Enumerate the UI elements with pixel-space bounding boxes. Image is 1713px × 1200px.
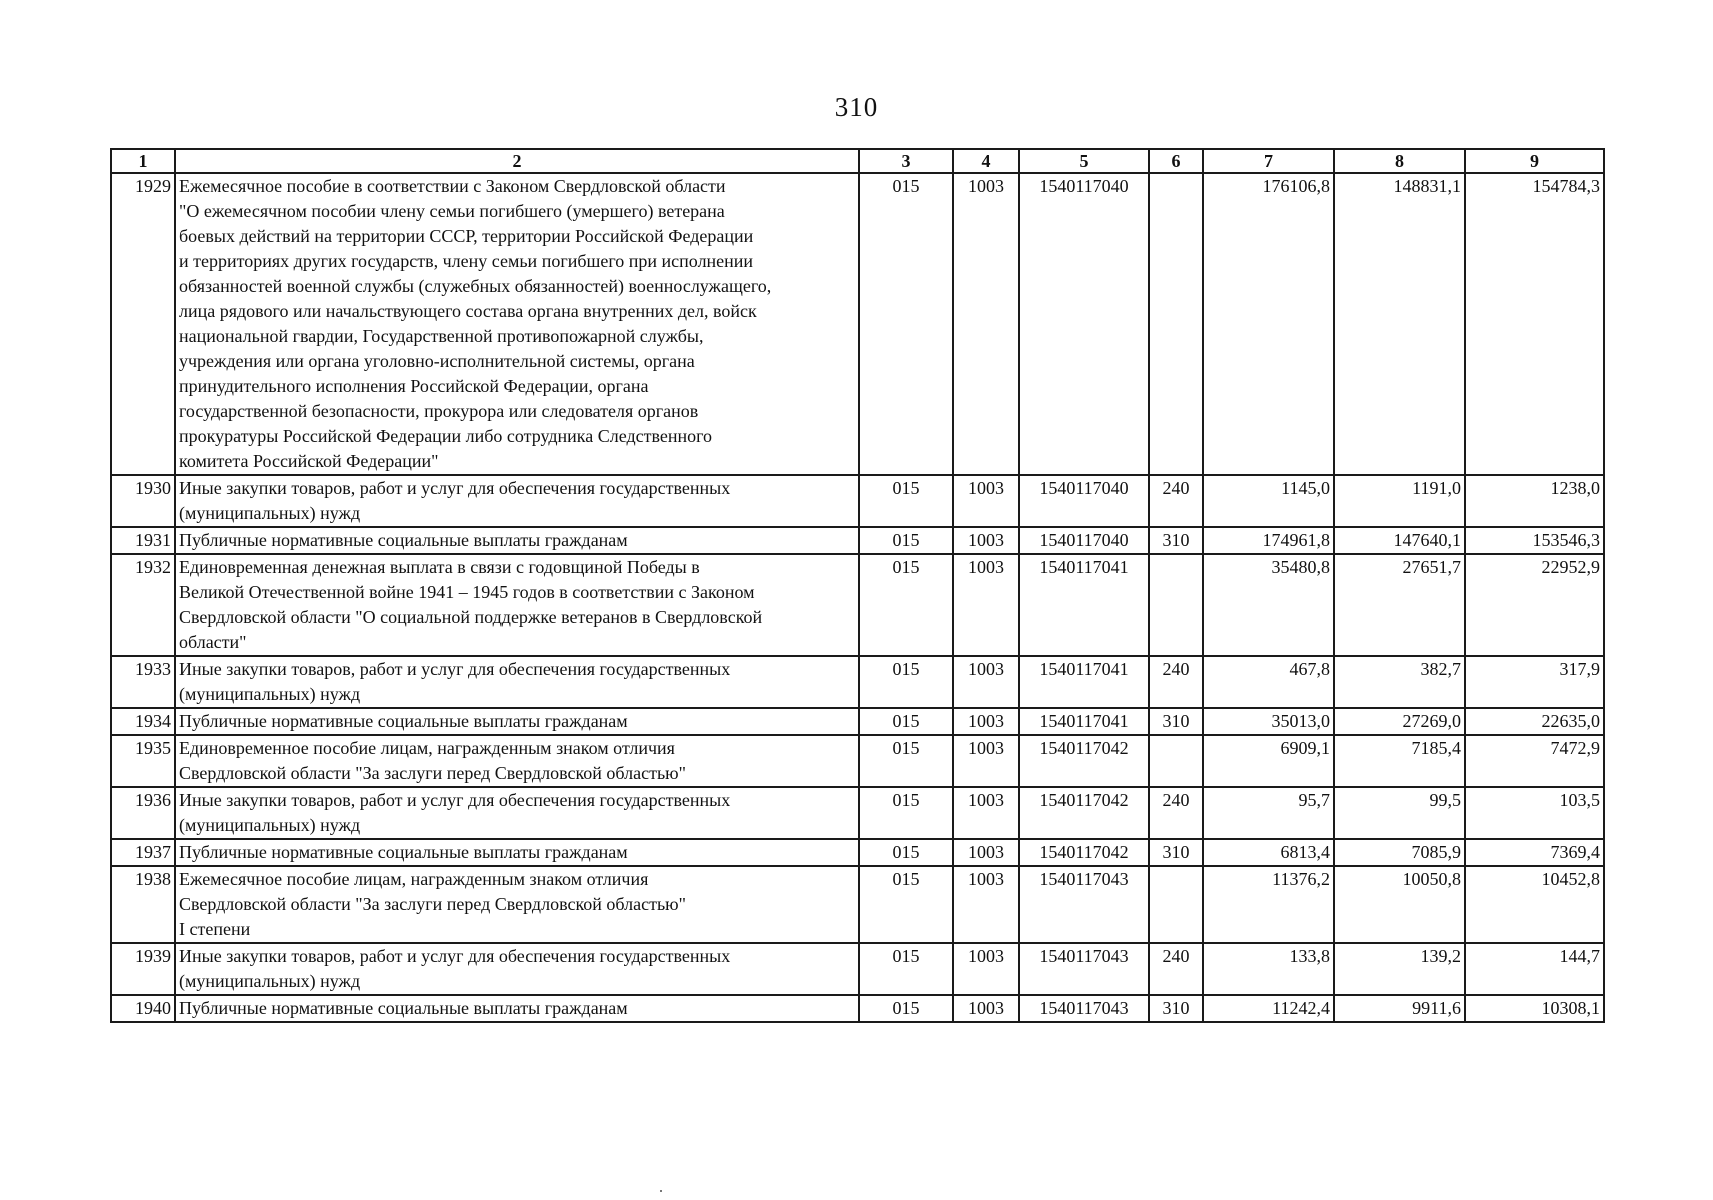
ministry-code: 015 <box>859 943 953 995</box>
header-col-1: 1 <box>111 149 175 173</box>
description-line: (муниципальных) нужд <box>179 815 361 835</box>
amount-year-2: 382,7 <box>1334 656 1465 708</box>
amount-year-2: 27269,0 <box>1334 708 1465 735</box>
description-line: государственной безопасности, прокурора или следователя органов <box>179 401 699 421</box>
section-code: 1003 <box>953 656 1019 708</box>
table-row <box>111 839 1604 866</box>
section-code: 1003 <box>953 554 1019 656</box>
row-description <box>175 866 859 943</box>
section-code: 1003 <box>953 787 1019 839</box>
header-col-2: 2 <box>175 149 859 173</box>
table-row <box>111 475 1604 527</box>
description-line: (муниципальных) нужд <box>179 503 361 523</box>
row-description <box>175 995 859 1022</box>
description-line: комитета Российской Федерации" <box>179 451 439 471</box>
description-line: Иные закупки товаров, работ и услуг для обеспечения государственных <box>179 790 731 810</box>
row-number: 1932 <box>111 554 175 656</box>
row-description <box>175 475 859 527</box>
target-article-code: 1540117042 <box>1019 787 1149 839</box>
description-line: лица рядового или начальствующего состава органа внутренних дел, войск <box>179 301 757 321</box>
description-line: (муниципальных) нужд <box>179 971 361 991</box>
amount-year-3: 154784,3 <box>1465 173 1604 475</box>
amount-year-1: 35013,0 <box>1203 708 1334 735</box>
amount-year-3: 153546,3 <box>1465 527 1604 554</box>
amount-year-1: 11376,2 <box>1203 866 1334 943</box>
table-row <box>111 173 1604 475</box>
section-code: 1003 <box>953 173 1019 475</box>
target-article-code: 1540117040 <box>1019 475 1149 527</box>
ministry-code: 015 <box>859 839 953 866</box>
description-line: Публичные нормативные социальные выплаты гражданам <box>179 842 628 862</box>
description-line: обязанностей военной службы (служебных обязанностей) военнослужащего, <box>179 276 772 296</box>
ministry-code: 015 <box>859 995 953 1022</box>
header-col-5: 5 <box>1019 149 1149 173</box>
amount-year-3: 10308,1 <box>1465 995 1604 1022</box>
ministry-code: 015 <box>859 708 953 735</box>
target-article-code: 1540117043 <box>1019 866 1149 943</box>
target-article-code: 1540117043 <box>1019 995 1149 1022</box>
amount-year-1: 95,7 <box>1203 787 1334 839</box>
header-col-7: 7 <box>1203 149 1334 173</box>
table-row <box>111 708 1604 735</box>
amount-year-1: 467,8 <box>1203 656 1334 708</box>
row-description <box>175 735 859 787</box>
section-code: 1003 <box>953 527 1019 554</box>
amount-year-1: 176106,8 <box>1203 173 1334 475</box>
description-line: Великой Отечественной войне 1941 – 1945 годов в соответствии с Законом <box>179 582 755 602</box>
section-code: 1003 <box>953 995 1019 1022</box>
description-line: Иные закупки товаров, работ и услуг для обеспечения государственных <box>179 946 731 966</box>
budget-table <box>110 148 1605 1023</box>
ministry-code: 015 <box>859 475 953 527</box>
amount-year-2: 27651,7 <box>1334 554 1465 656</box>
row-number: 1940 <box>111 995 175 1022</box>
page-number: 310 <box>834 92 879 122</box>
row-number: 1931 <box>111 527 175 554</box>
section-code: 1003 <box>953 708 1019 735</box>
row-description <box>175 554 859 656</box>
expense-type-code <box>1149 866 1203 943</box>
table-row <box>111 995 1604 1022</box>
expense-type-code: 240 <box>1149 943 1203 995</box>
amount-year-3: 103,5 <box>1465 787 1604 839</box>
expense-type-code: 240 <box>1149 656 1203 708</box>
amount-year-3: 7369,4 <box>1465 839 1604 866</box>
expense-type-code: 240 <box>1149 475 1203 527</box>
description-line: прокуратуры Российской Федерации либо сотрудника Следственного <box>179 426 713 446</box>
description-line: Публичные нормативные социальные выплаты гражданам <box>179 711 628 731</box>
amount-year-3: 144,7 <box>1465 943 1604 995</box>
target-article-code: 1540117041 <box>1019 554 1149 656</box>
description-line: Публичные нормативные социальные выплаты гражданам <box>179 998 628 1018</box>
header-col-9: 9 <box>1465 149 1604 173</box>
amount-year-2: 7085,9 <box>1334 839 1465 866</box>
target-article-code: 1540117041 <box>1019 656 1149 708</box>
table-row <box>111 735 1604 787</box>
row-number: 1929 <box>111 173 175 475</box>
target-article-code: 1540117042 <box>1019 839 1149 866</box>
table-body <box>111 173 1604 1022</box>
expense-type-code <box>1149 735 1203 787</box>
row-number: 1935 <box>111 735 175 787</box>
row-number: 1930 <box>111 475 175 527</box>
amount-year-2: 10050,8 <box>1334 866 1465 943</box>
amount-year-3: 22635,0 <box>1465 708 1604 735</box>
ministry-code: 015 <box>859 866 953 943</box>
section-code: 1003 <box>953 475 1019 527</box>
description-line: (муниципальных) нужд <box>179 684 361 704</box>
amount-year-2: 1191,0 <box>1334 475 1465 527</box>
description-line: I степени <box>179 919 251 939</box>
expense-type-code: 310 <box>1149 839 1203 866</box>
row-number: 1933 <box>111 656 175 708</box>
description-line: Свердловской области "За заслуги перед Свердловской областью" <box>179 763 686 783</box>
description-line: Свердловской области "За заслуги перед Свердловской областью" <box>179 894 686 914</box>
table-row <box>111 943 1604 995</box>
row-description <box>175 943 859 995</box>
expense-type-code <box>1149 173 1203 475</box>
ministry-code: 015 <box>859 787 953 839</box>
description-line: Единовременное пособие лицам, награжденным знаком отличия <box>179 738 675 758</box>
row-description <box>175 527 859 554</box>
table-row <box>111 787 1604 839</box>
expense-type-code: 310 <box>1149 527 1203 554</box>
row-description <box>175 787 859 839</box>
ministry-code: 015 <box>859 735 953 787</box>
table-row <box>111 527 1604 554</box>
description-line: Публичные нормативные социальные выплаты гражданам <box>179 530 628 550</box>
section-code: 1003 <box>953 735 1019 787</box>
description-line: Ежемесячное пособие лицам, награжденным знаком отличия <box>179 869 649 889</box>
amount-year-2: 139,2 <box>1334 943 1465 995</box>
amount-year-3: 317,9 <box>1465 656 1604 708</box>
amount-year-2: 148831,1 <box>1334 173 1465 475</box>
target-article-code: 1540117040 <box>1019 173 1149 475</box>
description-line: Единовременная денежная выплата в связи с годовщиной Победы в <box>179 557 700 577</box>
header-col-6: 6 <box>1149 149 1203 173</box>
table-row <box>111 866 1604 943</box>
ministry-code: 015 <box>859 656 953 708</box>
description-line: принудительного исполнения Российской Федерации, органа <box>179 376 649 396</box>
amount-year-3: 22952,9 <box>1465 554 1604 656</box>
amount-year-2: 147640,1 <box>1334 527 1465 554</box>
amount-year-2: 99,5 <box>1334 787 1465 839</box>
row-number: 1934 <box>111 708 175 735</box>
expense-type-code <box>1149 554 1203 656</box>
expense-type-code: 240 <box>1149 787 1203 839</box>
description-line: национальной гвардии, Государственной противопожарной службы, <box>179 326 704 346</box>
row-number: 1938 <box>111 866 175 943</box>
row-description <box>175 173 859 475</box>
amount-year-2: 9911,6 <box>1334 995 1465 1022</box>
header-col-4: 4 <box>953 149 1019 173</box>
header-col-3: 3 <box>859 149 953 173</box>
amount-year-1: 6909,1 <box>1203 735 1334 787</box>
description-line: Иные закупки товаров, работ и услуг для обеспечения государственных <box>179 478 731 498</box>
table-row <box>111 656 1604 708</box>
amount-year-1: 133,8 <box>1203 943 1334 995</box>
description-line: области" <box>179 632 247 652</box>
description-line: Ежемесячное пособие в соответствии с Законом Свердловской области <box>179 176 726 196</box>
expense-type-code: 310 <box>1149 995 1203 1022</box>
amount-year-3: 7472,9 <box>1465 735 1604 787</box>
header-col-8: 8 <box>1334 149 1465 173</box>
expense-type-code: 310 <box>1149 708 1203 735</box>
description-line: учреждения или органа уголовно-исполнительной системы, органа <box>179 351 695 371</box>
target-article-code: 1540117040 <box>1019 527 1149 554</box>
row-description <box>175 839 859 866</box>
ministry-code: 015 <box>859 173 953 475</box>
amount-year-3: 1238,0 <box>1465 475 1604 527</box>
table-row <box>111 554 1604 656</box>
row-number: 1936 <box>111 787 175 839</box>
amount-year-1: 35480,8 <box>1203 554 1334 656</box>
description-line: Иные закупки товаров, работ и услуг для обеспечения государственных <box>179 659 731 679</box>
section-code: 1003 <box>953 866 1019 943</box>
amount-year-1: 174961,8 <box>1203 527 1334 554</box>
amount-year-1: 6813,4 <box>1203 839 1334 866</box>
target-article-code: 1540117042 <box>1019 735 1149 787</box>
ministry-code: 015 <box>859 554 953 656</box>
row-number: 1937 <box>111 839 175 866</box>
section-code: 1003 <box>953 943 1019 995</box>
row-description <box>175 656 859 708</box>
amount-year-2: 7185,4 <box>1334 735 1465 787</box>
description-line: боевых действий на территории СССР, территории Российской Федерации <box>179 226 754 246</box>
amount-year-3: 10452,8 <box>1465 866 1604 943</box>
amount-year-1: 1145,0 <box>1203 475 1334 527</box>
description-line: и территориях других государств, члену семьи погибшего при исполнении <box>179 251 754 271</box>
amount-year-1: 11242,4 <box>1203 995 1334 1022</box>
description-line: Свердловской области "О социальной поддержке ветеранов в Свердловской <box>179 607 763 627</box>
target-article-code: 1540117043 <box>1019 943 1149 995</box>
row-description <box>175 708 859 735</box>
header-row <box>111 149 1604 173</box>
target-article-code: 1540117041 <box>1019 708 1149 735</box>
table-header <box>111 149 1604 173</box>
description-line: "О ежемесячном пособии члену семьи погибшего (умершего) ветерана <box>179 201 725 221</box>
row-number: 1939 <box>111 943 175 995</box>
section-code: 1003 <box>953 839 1019 866</box>
scan-speck <box>660 1190 662 1192</box>
ministry-code: 015 <box>859 527 953 554</box>
